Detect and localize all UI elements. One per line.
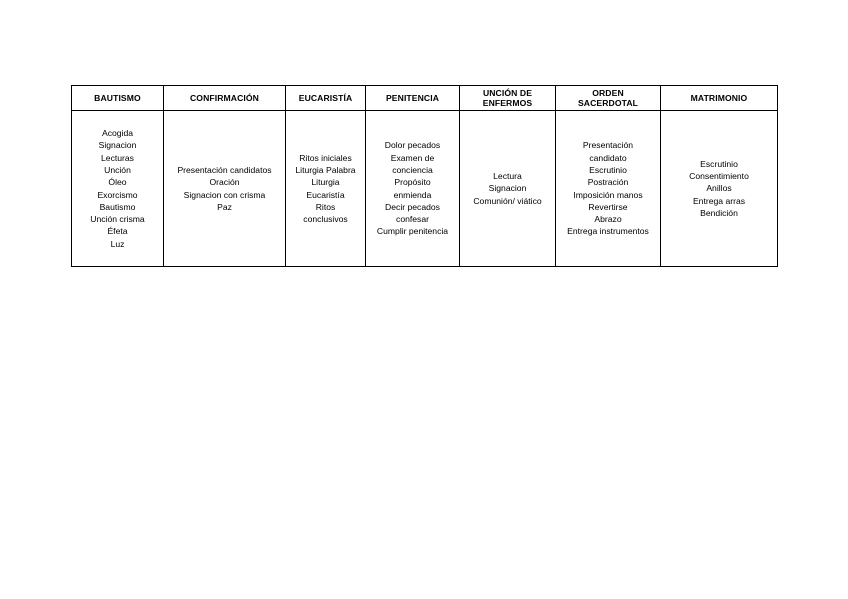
rites-list	[663, 158, 775, 219]
header-confirmacion: CONFIRMACIÓN	[164, 86, 286, 111]
rite-item: Ritos	[315, 201, 336, 212]
header-row	[72, 86, 778, 111]
rite-item: Propósito	[394, 177, 431, 188]
rite-item: Dolor pecados	[384, 140, 441, 151]
rite-item: Ritos iniciales	[299, 152, 352, 163]
rite-item: Signacion	[98, 140, 137, 151]
cell-eucaristia	[286, 111, 366, 267]
rite-item: Signacion	[488, 183, 527, 194]
rite-item: Consentimiento	[689, 171, 749, 182]
rite-item: Éfeta	[107, 226, 128, 237]
header-uncion-enfermos: UNCIÓN DE ENFERMOS	[460, 86, 556, 111]
header-eucaristia: EUCARISTÍA	[286, 86, 366, 111]
rite-item: Escrutinio	[700, 158, 738, 169]
rite-item: Exorcismo	[97, 189, 138, 200]
cell-orden-sacerdotal	[556, 111, 661, 267]
cell-uncion-enfermos	[460, 111, 556, 267]
rite-item: Anillos	[706, 183, 732, 194]
rite-item: enmienda	[393, 189, 432, 200]
rite-item: Lectura	[493, 171, 522, 182]
rite-item: Eucaristía	[306, 189, 345, 200]
cell-matrimonio	[661, 111, 778, 267]
rite-item: Entrega instrumentos	[567, 226, 649, 237]
rite-item: Cumplir penitencia	[376, 226, 449, 237]
header-penitencia: PENITENCIA	[366, 86, 460, 111]
rite-item: Luz	[110, 238, 125, 249]
rite-item: Bautismo	[99, 201, 136, 212]
rite-item: Presentación	[582, 140, 634, 151]
rite-item: Acogida	[101, 128, 134, 139]
header-matrimonio: MATRIMONIO	[661, 86, 778, 111]
rite-item: Oración	[209, 177, 240, 188]
rite-item: Entrega arras	[692, 195, 746, 206]
rites-list	[166, 164, 283, 213]
sacraments-table	[71, 85, 778, 267]
rites-list	[74, 127, 161, 250]
rite-item: candidato	[589, 152, 627, 163]
rites-list	[558, 139, 658, 237]
rite-item: Lecturas	[101, 152, 134, 163]
rite-item: Imposición manos	[573, 189, 643, 200]
rites-list	[462, 170, 553, 207]
rite-item: Escrutinio	[589, 164, 627, 175]
rites-list	[368, 139, 457, 237]
rite-item: confesar	[396, 214, 429, 225]
rites-list	[288, 152, 363, 226]
header-orden-sacerdotal: ORDEN SACERDOTAL	[556, 86, 661, 111]
rite-item: Presentación candidatos	[177, 164, 272, 175]
rite-item: Comunión/ viático	[473, 195, 542, 206]
rite-item: Abrazo	[594, 214, 622, 225]
rite-item: Bendición	[700, 207, 738, 218]
rite-item: Unción	[104, 164, 131, 175]
cell-penitencia	[366, 111, 460, 267]
rite-item: Signacion con crisma	[183, 189, 266, 200]
rite-item: Decir pecados	[385, 201, 440, 212]
header-bautismo: BAUTISMO	[72, 86, 164, 111]
rite-item: Óleo	[108, 177, 127, 188]
rite-item: conclusivos	[303, 214, 348, 225]
cell-bautismo	[72, 111, 164, 267]
rite-item: Unción crisma	[90, 214, 145, 225]
rite-item: Paz	[217, 201, 232, 212]
rite-item: conciencia	[392, 164, 433, 175]
rite-item: Liturgia	[311, 177, 340, 188]
rite-item: Revertirse	[588, 201, 628, 212]
rite-item: Postración	[587, 177, 629, 188]
cell-confirmacion	[164, 111, 286, 267]
content-row	[72, 111, 778, 267]
rite-item: Liturgia Palabra	[295, 164, 356, 175]
rite-item: Examen de	[390, 152, 435, 163]
